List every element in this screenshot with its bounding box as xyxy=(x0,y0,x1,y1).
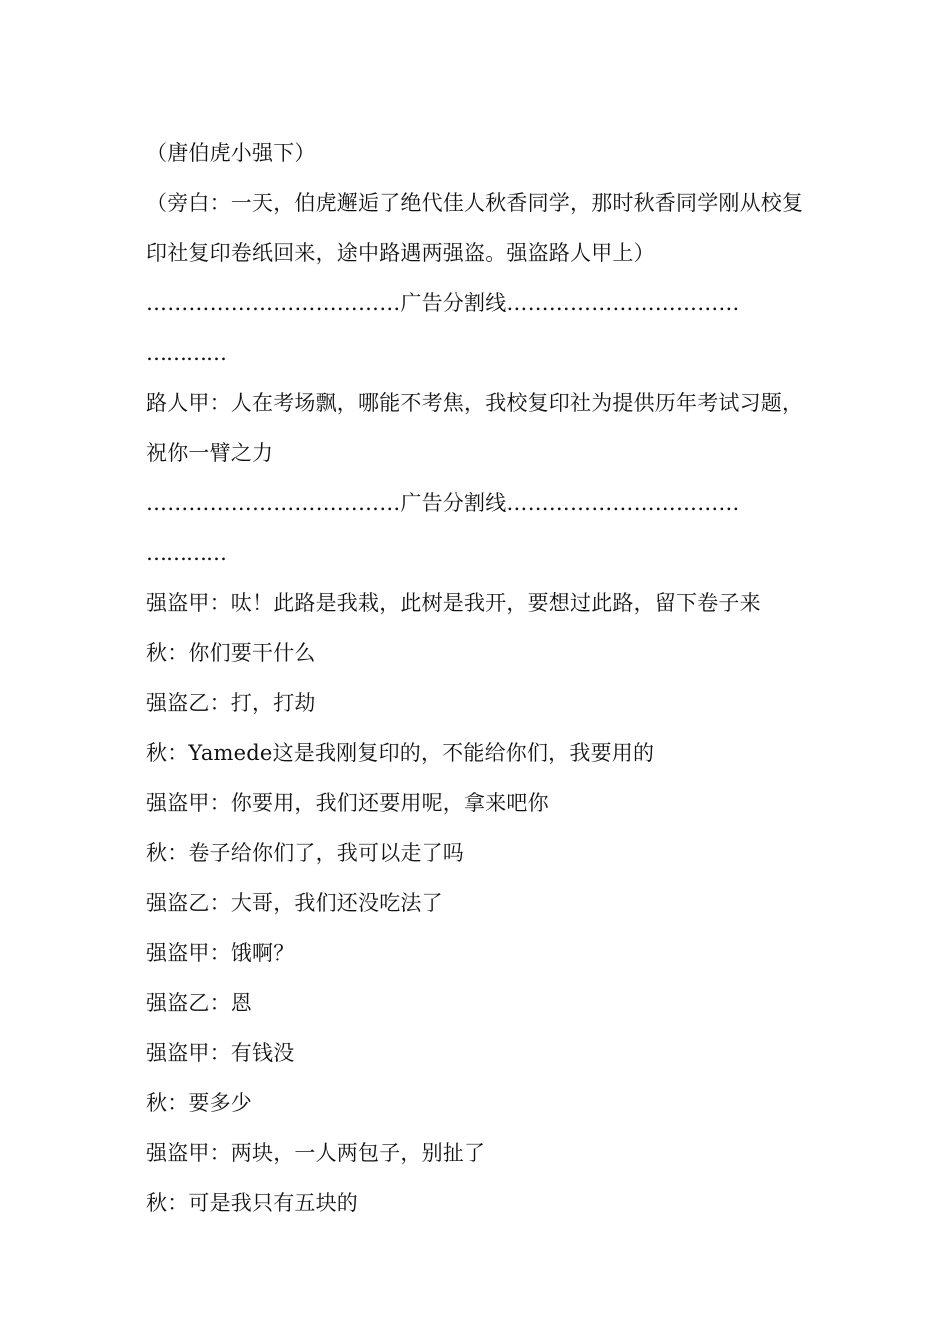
dialogue-line: 强盗甲：呔！此路是我栽，此树是我开，要想过此路，留下卷子来 xyxy=(146,591,761,615)
dialogue-line: 强盗乙：恩 xyxy=(146,991,252,1015)
document-body xyxy=(146,128,810,1228)
dialogue-line: 秋：Yamede这是我刚复印的，不能给你们，我要用的 xyxy=(146,741,655,765)
dialogue-line: 强盗乙：打，打劫 xyxy=(146,691,316,715)
dialogue-line: 强盗甲：两块，一人两包子，别扯了 xyxy=(146,1141,486,1165)
dialogue-line: 强盗甲：有钱没 xyxy=(146,1041,295,1065)
dialogue-line: 秋：卷子给你们了，我可以走了吗 xyxy=(146,841,464,865)
ad-separator-continuation: ………… xyxy=(146,341,226,365)
ad-separator-line: ………………………………广告分割线…………………………… xyxy=(146,291,740,315)
dialogue-line: 秋：可是我只有五块的 xyxy=(146,1191,358,1215)
dialogue-line: 强盗甲：你要用，我们还要用呢，拿来吧你 xyxy=(146,791,549,815)
narration-paragraph: （旁白：一天，伯虎邂逅了绝代佳人秋香同学，那时秋香同学刚从校复印社复印卷纸回来，途中路遇两强盗。强盗路人甲上） xyxy=(146,191,804,265)
dialogue-line: 秋：你们要干什么 xyxy=(146,641,316,665)
stage-direction-tang-exit: （唐伯虎小强下） xyxy=(146,141,316,165)
ad-separator-continuation: ………… xyxy=(146,541,226,565)
dialogue-line: 秋：要多少 xyxy=(146,1091,252,1115)
dialogue-line: 强盗甲：饿啊？ xyxy=(146,941,295,965)
passerby-a-ad-paragraph: 路人甲：人在考场飘，哪能不考焦，我校复印社为提供历年考试习题，祝你一臂之力 xyxy=(146,391,804,465)
ad-separator-line: ………………………………广告分割线…………………………… xyxy=(146,491,740,515)
dialogue-line: 强盗乙：大哥，我们还没吃法了 xyxy=(146,891,443,915)
